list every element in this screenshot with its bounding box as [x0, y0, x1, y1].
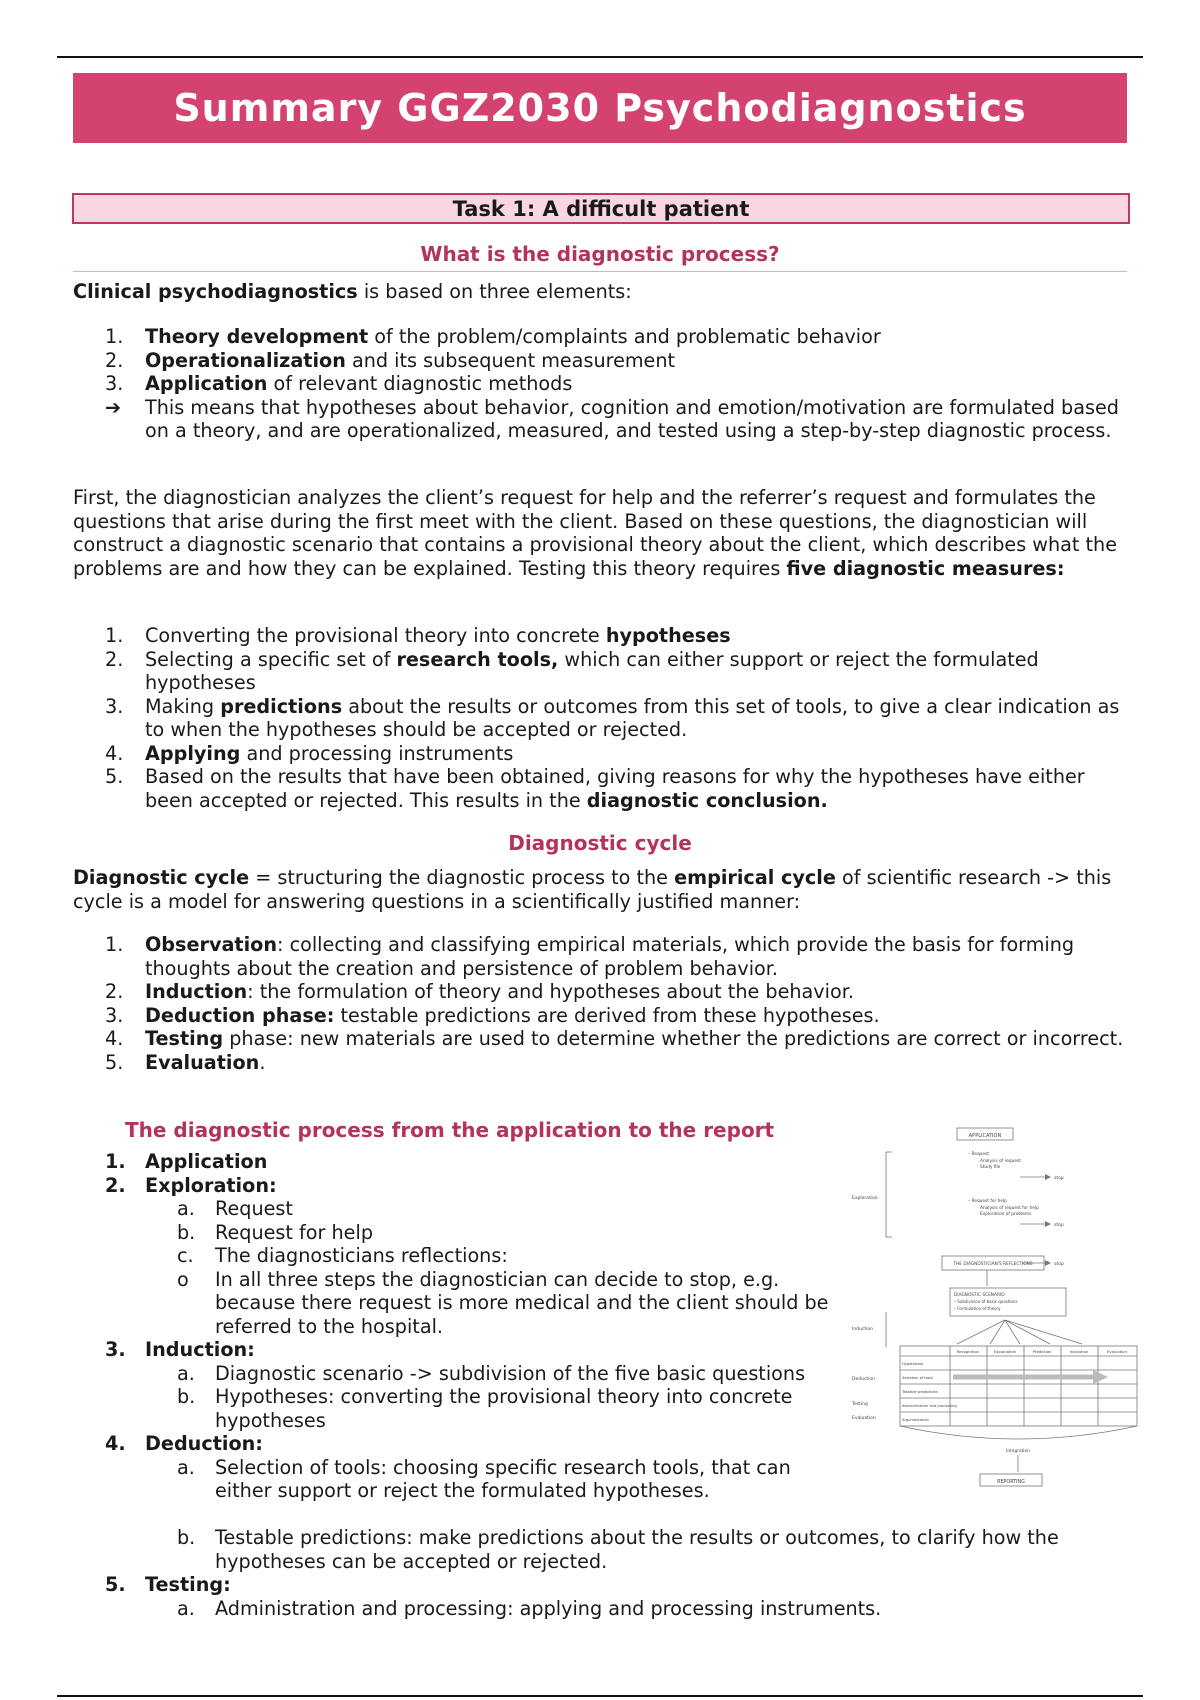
term: empirical cycle: [674, 866, 836, 889]
sub-item-text: Testable predictions: make predictions about the results or outcomes, to clarify how the hypotheses can be accepted or rejected.: [215, 1526, 1059, 1573]
diagram-label: Testing: [852, 1402, 868, 1407]
list-item: [105, 624, 1135, 648]
diagram-label: DIAGNOSTIC SCENARIO: [954, 1293, 1005, 1298]
definition-text: = structuring the diagnostic process to the: [249, 866, 675, 889]
diagram-label: stop: [1054, 1223, 1064, 1228]
item-text: .: [259, 1050, 266, 1074]
list-number: 5.: [105, 1573, 126, 1596]
item-text: Converting the provisional theory into concrete: [145, 624, 606, 647]
section-divider: [73, 271, 1127, 272]
sub-item: [177, 1597, 1135, 1621]
term: Diagnostic cycle: [73, 866, 250, 889]
item-text: Making: [145, 694, 221, 718]
document-title: Summary GGZ2030 Psychodiagnostics: [73, 73, 1127, 143]
column-label: Evaluation: [1106, 1349, 1128, 1354]
diagram-label: APPLICATION: [968, 1133, 1002, 1139]
list-item: [105, 648, 1135, 695]
term-text: of relevant diagnostic methods: [267, 372, 573, 395]
diagnostic-process-diagram: [850, 1122, 1145, 1507]
item-text: phase: new materials are used to determine whether the predictions are correct or incorrect.: [223, 1027, 1124, 1050]
step-label: Exploration:: [145, 1173, 277, 1197]
list-number: 3.: [105, 1003, 124, 1027]
diagram-label: stop: [1054, 1262, 1064, 1267]
column-label: Recognition: [956, 1349, 980, 1354]
sub-item: [177, 1197, 840, 1221]
sub-item: [177, 1268, 840, 1339]
sub-item: [177, 1385, 840, 1432]
list-item: [105, 765, 1135, 812]
process-bold: five diagnostic measures:: [786, 556, 1065, 580]
step-label: Induction:: [145, 1338, 255, 1361]
list-number: 5.: [105, 1050, 124, 1074]
diagram-label: – Request: [968, 1152, 989, 1157]
list-number: 3.: [105, 372, 124, 395]
list-item: [105, 695, 1135, 742]
process-text: First, the diagnostician analyzes the client’s request for help and the referrer’s request and formulates the questions that arise during the first meet with the client. Based on these questions, the diagnostician will construct a diagnostic scenario that contains a provisional theory about the client, which describes what the problems are and how they can be explained. Testing this theory requires: [73, 486, 1118, 580]
column-label: Indication: [1069, 1349, 1089, 1354]
list-item: [105, 1432, 840, 1456]
phases-list: [105, 933, 1135, 1074]
section-heading-application-to-report: The diagnostic process from the application to the report: [125, 1118, 775, 1142]
diagram-label: Study file: [980, 1165, 1001, 1170]
term: diagnostic conclusion.: [586, 788, 828, 812]
step-label: Deduction:: [145, 1432, 263, 1455]
list-letter: a.: [177, 1197, 195, 1220]
step-label: Application: [145, 1150, 268, 1173]
term: Testing: [145, 1027, 224, 1050]
sub-item-text: The diagnosticians reflections:: [215, 1244, 508, 1267]
list-item: [105, 742, 1135, 766]
list-item: [105, 1338, 840, 1362]
list-number: 3.: [105, 1338, 126, 1361]
diagram-label: THE DIAGNOSTICIAN'S REFLECTIONS: [953, 1262, 1033, 1267]
elements-list: [105, 325, 1135, 443]
process-paragraph: [73, 486, 1133, 580]
list-number: 1.: [105, 624, 124, 647]
diagram-label: REPORTING: [997, 1480, 1025, 1485]
term: predictions: [220, 694, 343, 718]
list-item: [105, 933, 1135, 980]
sub-item-text: Request: [215, 1197, 293, 1220]
list-item: [105, 349, 1135, 373]
sub-item-text: Request for help: [215, 1220, 373, 1244]
bullet-icon: o: [177, 1267, 189, 1291]
term: Application: [145, 372, 268, 395]
list-number: 3.: [105, 694, 124, 718]
diagram-label: – Subdivision of basic questions: [954, 1299, 1018, 1304]
list-item: [105, 1573, 1135, 1597]
integration-curve: [900, 1426, 1137, 1439]
top-rule: [57, 56, 1143, 58]
list-item: [105, 1004, 1135, 1028]
list-item: [105, 1051, 1135, 1075]
steps-list: [105, 1150, 840, 1503]
sub-item-text: Hypotheses: converting the provisional theory into concrete hypotheses: [215, 1385, 793, 1432]
intro-paragraph: [73, 280, 1133, 304]
list-letter: a.: [177, 1455, 195, 1479]
intro-text: is based on three elements:: [357, 280, 632, 303]
term: Applying: [145, 741, 241, 765]
diagram-label: Deduction: [852, 1377, 876, 1382]
list-number: 1.: [105, 325, 124, 348]
diagram-label: Exploration of problems: [980, 1212, 1032, 1217]
sub-item-text: Selection of tools: choosing specific research tools, that can either support or reject the formulated hypotheses.: [215, 1455, 791, 1502]
task-heading: Task 1: A difficult patient: [72, 193, 1130, 224]
item-text: and processing instruments: [240, 741, 514, 765]
list-number: 4.: [105, 1432, 126, 1455]
sub-item: [177, 1456, 840, 1503]
sub-item: [177, 1526, 1135, 1573]
column-label: Explanation: [993, 1349, 1017, 1354]
row-label: Selection of tools: [902, 1376, 933, 1380]
steps-list-continued: [105, 1526, 1135, 1620]
sub-item: [177, 1362, 840, 1386]
diagram-label: – Request for help: [968, 1199, 1007, 1204]
sub-item-text: In all three steps the diagnostician can decide to stop, e.g. because there request is more medical and the client should be referred to the hospital.: [215, 1267, 829, 1338]
term-text: and its subsequent measurement: [345, 348, 676, 372]
term: hypotheses: [605, 624, 731, 647]
list-number: 5.: [105, 765, 124, 788]
item-text: Based on the results that have been obtained, giving reasons for why the hypotheses have either been accepted or rejected. This results in the: [145, 765, 1085, 812]
term-text: of the problem/complaints and problematic behavior: [368, 325, 881, 348]
item-text: : collecting and classifying empirical materials, which provide the basis for forming thoughts about the creation and persistence of problem behavior.: [145, 933, 1075, 980]
cycle-definition: [73, 866, 1133, 913]
item-text: testable predictions are derived from these hypotheses.: [334, 1003, 880, 1027]
diagram-label: Induction: [852, 1327, 873, 1332]
diagram-label: Analysis of request for help: [980, 1206, 1039, 1211]
item-text: : the formulation of theory and hypotheses about the behavior.: [247, 980, 854, 1003]
section-heading-diagnostic-process: What is the diagnostic process?: [420, 242, 780, 266]
diagram-label: stop: [1054, 1176, 1064, 1181]
term: Evaluation: [145, 1050, 260, 1074]
diagram-label: – Formulation of theory: [954, 1306, 1001, 1311]
arrow-icon: ➔: [105, 395, 122, 419]
list-number: 2.: [105, 980, 124, 1003]
definition-text: of scientific research -> this cycle is a model for answering questions in a scientifically justified manner:: [73, 866, 1112, 913]
list-item: [105, 1027, 1135, 1051]
term: Operationalization: [145, 348, 346, 372]
term: Induction: [145, 980, 248, 1003]
list-letter: a.: [177, 1361, 195, 1385]
list-item: [105, 1150, 840, 1174]
list-letter: b.: [177, 1385, 196, 1408]
item-text: which can either support or reject the formulated hypotheses: [145, 647, 1039, 694]
list-number: 1.: [105, 933, 124, 956]
column-label: Prediction: [1032, 1349, 1052, 1354]
list-number: 4.: [105, 1027, 124, 1050]
list-number: 2.: [105, 348, 124, 372]
sub-item-text: Administration and processing: applying and processing instruments.: [215, 1596, 882, 1620]
intro-bold: Clinical psychodiagnostics: [73, 280, 358, 303]
arrow-note: [105, 396, 1135, 443]
term: Observation: [145, 933, 277, 956]
diagram-label: Exploration: [852, 1196, 878, 1201]
section-heading-diagnostic-cycle: Diagnostic cycle: [508, 831, 692, 855]
diagram-label: Integration: [1006, 1449, 1030, 1454]
measures-list: [105, 624, 1135, 812]
list-number: 4.: [105, 741, 124, 765]
arrow-note-text: This means that hypotheses about behavior, cognition and emotion/motivation are formulated based on a theory, and are operationalized, measured, and tested using a step-by-step diagnostic process.: [145, 395, 1119, 442]
list-item: [105, 980, 1135, 1004]
diagram-label: Analysis of request: [980, 1159, 1021, 1164]
row-label: Hypotheses: [902, 1362, 924, 1366]
list-letter: b.: [177, 1526, 196, 1549]
item-text: Selecting a specific set of: [145, 647, 397, 671]
list-letter: a.: [177, 1596, 195, 1620]
row-label: Testable predictions: [902, 1390, 938, 1394]
list-letter: b.: [177, 1220, 196, 1244]
list-number: 1.: [105, 1150, 126, 1173]
bottom-rule: [57, 1695, 1143, 1697]
matrix-table: [900, 1346, 1137, 1426]
sub-item: [177, 1221, 840, 1245]
diagram-label: Evaluation: [852, 1416, 876, 1421]
term: Theory development: [145, 325, 369, 348]
term: Deduction phase:: [145, 1003, 335, 1027]
sub-item: [177, 1244, 840, 1268]
row-label: Argumentation: [902, 1418, 929, 1422]
list-number: 2.: [105, 647, 124, 671]
list-item: [105, 372, 1135, 396]
item-text: about the results or outcomes from this set of tools, to give a clear indication as to when the hypotheses should be accepted or rejected.: [145, 694, 1120, 741]
row-label: Administration and processing: [902, 1404, 957, 1408]
list-item: [105, 1174, 840, 1198]
list-number: 2.: [105, 1173, 126, 1197]
list-item: [105, 325, 1135, 349]
sub-item-text: Diagnostic scenario -> subdivision of the five basic questions: [215, 1361, 806, 1385]
term: research tools,: [396, 647, 559, 671]
step-label: Testing:: [145, 1573, 231, 1596]
list-letter: c.: [177, 1244, 194, 1267]
